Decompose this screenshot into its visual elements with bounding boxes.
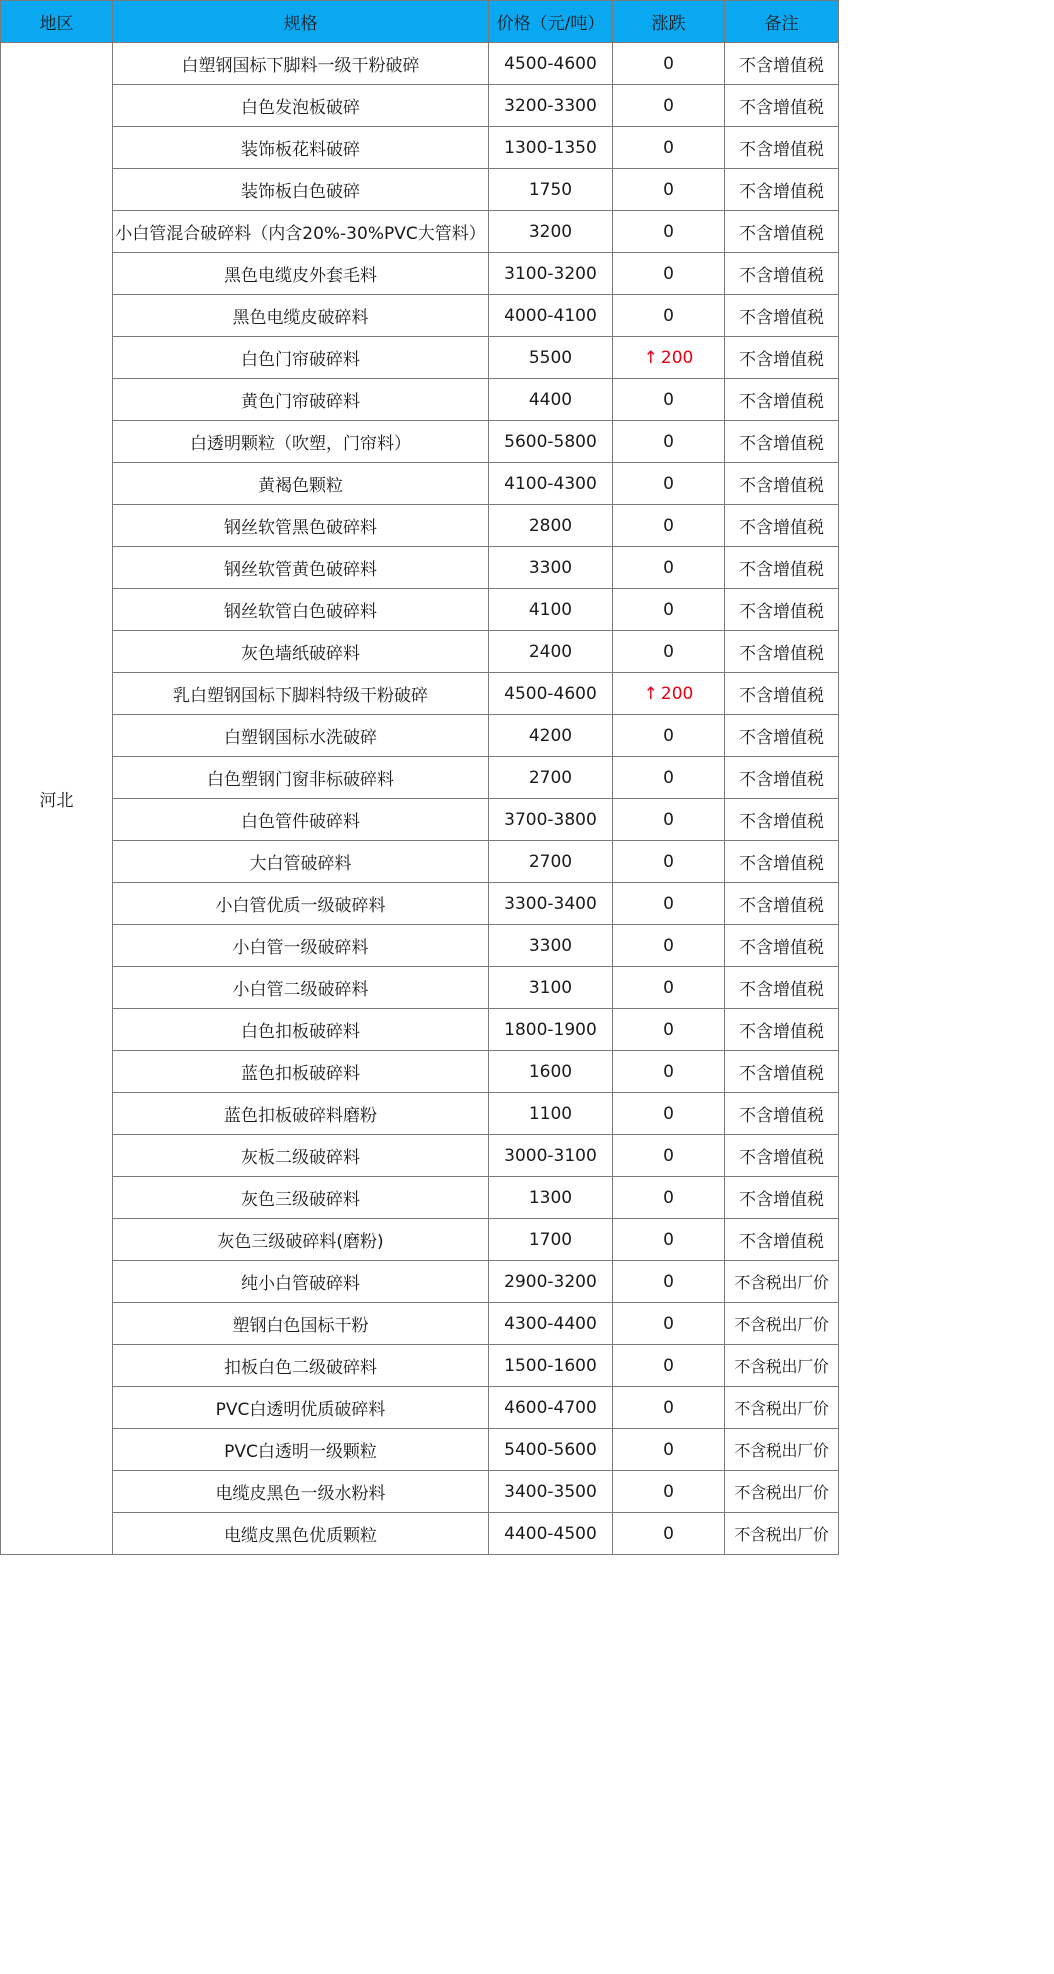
price-cell: 2800 (489, 505, 613, 547)
table-row (1, 43, 839, 85)
note-cell: 不含增值税 (725, 43, 839, 85)
table-row (1, 1135, 839, 1177)
change-cell: 0 (613, 505, 725, 547)
change-value: 200 (660, 347, 694, 368)
note-cell: 不含税出厂价 (725, 1303, 839, 1345)
change-cell: 0 (613, 85, 725, 127)
note-cell: 不含增值税 (725, 841, 839, 883)
table-row (1, 463, 839, 505)
table-row (1, 169, 839, 211)
price-cell: 3100 (489, 967, 613, 1009)
note-cell: 不含增值税 (725, 169, 839, 211)
price-cell: 1750 (489, 169, 613, 211)
price-cell: 3300-3400 (489, 883, 613, 925)
table-row (1, 211, 839, 253)
price-cell: 1300 (489, 1177, 613, 1219)
change-cell: 0 (613, 967, 725, 1009)
table-row (1, 127, 839, 169)
change-cell: 0 (613, 127, 725, 169)
spec-cell: 电缆皮黑色一级水粉料 (113, 1471, 489, 1513)
note-cell: 不含增值税 (725, 673, 839, 715)
header-note: 备注 (725, 1, 839, 43)
spec-cell: 黄褐色颗粒 (113, 463, 489, 505)
table-row (1, 85, 839, 127)
header-price: 价格（元/吨） (489, 1, 613, 43)
note-cell: 不含增值税 (725, 253, 839, 295)
spec-cell: 纯小白管破碎料 (113, 1261, 489, 1303)
table-row (1, 295, 839, 337)
price-cell: 2400 (489, 631, 613, 673)
price-cell: 4500-4600 (489, 43, 613, 85)
spec-cell: 白塑钢国标下脚料一级干粉破碎 (113, 43, 489, 85)
price-cell: 4400 (489, 379, 613, 421)
table-row (1, 505, 839, 547)
change-cell: 0 (613, 211, 725, 253)
change-cell: 0 (613, 1219, 725, 1261)
change-cell: 0 (613, 1261, 725, 1303)
note-cell: 不含增值税 (725, 421, 839, 463)
change-value: 200 (660, 683, 694, 704)
table-row (1, 1387, 839, 1429)
price-cell: 4600-4700 (489, 1387, 613, 1429)
table-row (1, 631, 839, 673)
table-row (1, 841, 839, 883)
price-cell: 1700 (489, 1219, 613, 1261)
price-cell: 4400-4500 (489, 1513, 613, 1555)
note-cell: 不含增值税 (725, 127, 839, 169)
price-cell: 1300-1350 (489, 127, 613, 169)
price-cell: 3000-3100 (489, 1135, 613, 1177)
table-row (1, 1009, 839, 1051)
note-cell: 不含增值税 (725, 925, 839, 967)
price-cell: 2900-3200 (489, 1261, 613, 1303)
header-row (1, 1, 839, 43)
change-cell: 0 (613, 799, 725, 841)
note-cell: 不含增值税 (725, 715, 839, 757)
change-cell: 0 (613, 169, 725, 211)
change-cell: 0 (613, 1429, 725, 1471)
change-cell: 0 (613, 547, 725, 589)
spec-cell: 扣板白色二级破碎料 (113, 1345, 489, 1387)
spec-cell: 黄色门帘破碎料 (113, 379, 489, 421)
change-cell: 0 (613, 1135, 725, 1177)
change-cell: 0 (613, 1513, 725, 1555)
table-row (1, 379, 839, 421)
spec-cell: 灰色三级破碎料 (113, 1177, 489, 1219)
table-row (1, 1303, 839, 1345)
table-row (1, 1051, 839, 1093)
note-cell: 不含增值税 (725, 379, 839, 421)
change-cell: 0 (613, 421, 725, 463)
price-cell: 3200-3300 (489, 85, 613, 127)
change-cell: 0 (613, 1303, 725, 1345)
note-cell: 不含增值税 (725, 1219, 839, 1261)
price-cell: 1600 (489, 1051, 613, 1093)
table-row (1, 253, 839, 295)
spec-cell: PVC白透明一级颗粒 (113, 1429, 489, 1471)
table-row (1, 337, 839, 379)
change-cell: 0 (613, 715, 725, 757)
table-row (1, 1261, 839, 1303)
change-cell (613, 337, 725, 379)
spec-cell: 白色塑钢门窗非标破碎料 (113, 757, 489, 799)
price-cell: 3700-3800 (489, 799, 613, 841)
change-cell: 0 (613, 589, 725, 631)
table-row (1, 757, 839, 799)
spec-cell: 蓝色扣板破碎料磨粉 (113, 1093, 489, 1135)
table-row (1, 1345, 839, 1387)
spec-cell: 大白管破碎料 (113, 841, 489, 883)
spec-cell: 白透明颗粒（吹塑，门帘料） (113, 421, 489, 463)
spec-cell: 黑色电缆皮外套毛料 (113, 253, 489, 295)
spec-cell: 钢丝软管黑色破碎料 (113, 505, 489, 547)
table-row (1, 883, 839, 925)
note-cell: 不含增值税 (725, 883, 839, 925)
price-cell: 3300 (489, 925, 613, 967)
note-cell: 不含增值税 (725, 85, 839, 127)
price-cell: 3400-3500 (489, 1471, 613, 1513)
up-arrow-icon: ↑ (643, 683, 658, 704)
change-cell: 0 (613, 631, 725, 673)
note-cell: 不含增值税 (725, 211, 839, 253)
spec-cell: 塑钢白色国标干粉 (113, 1303, 489, 1345)
price-cell: 5400-5600 (489, 1429, 613, 1471)
change-cell: 0 (613, 757, 725, 799)
spec-cell: 钢丝软管白色破碎料 (113, 589, 489, 631)
header-region: 地区 (1, 1, 113, 43)
note-cell: 不含增值税 (725, 337, 839, 379)
price-cell: 1800-1900 (489, 1009, 613, 1051)
spec-cell: 白塑钢国标水洗破碎 (113, 715, 489, 757)
price-cell: 4300-4400 (489, 1303, 613, 1345)
note-cell: 不含税出厂价 (725, 1471, 839, 1513)
spec-cell: 白色扣板破碎料 (113, 1009, 489, 1051)
note-cell: 不含税出厂价 (725, 1345, 839, 1387)
table-row (1, 547, 839, 589)
price-cell: 1100 (489, 1093, 613, 1135)
header-change: 涨跌 (613, 1, 725, 43)
table-row (1, 799, 839, 841)
note-cell: 不含税出厂价 (725, 1387, 839, 1429)
change-cell: 0 (613, 253, 725, 295)
table-row (1, 925, 839, 967)
note-cell: 不含增值税 (725, 967, 839, 1009)
spec-cell: 灰色墙纸破碎料 (113, 631, 489, 673)
spec-cell: 灰色三级破碎料(磨粉) (113, 1219, 489, 1261)
change-cell: 0 (613, 295, 725, 337)
note-cell: 不含增值税 (725, 799, 839, 841)
price-cell: 4500-4600 (489, 673, 613, 715)
table-row (1, 421, 839, 463)
note-cell: 不含增值税 (725, 463, 839, 505)
note-cell: 不含增值税 (725, 631, 839, 673)
change-cell: 0 (613, 841, 725, 883)
spec-cell: 小白管优质一级破碎料 (113, 883, 489, 925)
table-header (1, 1, 839, 43)
table-row (1, 1219, 839, 1261)
price-cell: 2700 (489, 841, 613, 883)
table-row (1, 673, 839, 715)
table-row (1, 715, 839, 757)
region-cell: 河北 (1, 43, 113, 1555)
table-row (1, 1513, 839, 1555)
price-cell: 4100 (489, 589, 613, 631)
note-cell: 不含增值税 (725, 1093, 839, 1135)
spec-cell: 小白管一级破碎料 (113, 925, 489, 967)
spec-cell: 小白管二级破碎料 (113, 967, 489, 1009)
spec-cell: 白色门帘破碎料 (113, 337, 489, 379)
table-row (1, 589, 839, 631)
table-row (1, 1471, 839, 1513)
price-cell: 4100-4300 (489, 463, 613, 505)
spec-cell: 黑色电缆皮破碎料 (113, 295, 489, 337)
note-cell: 不含增值税 (725, 1177, 839, 1219)
table-row (1, 1093, 839, 1135)
spec-cell: 装饰板花料破碎 (113, 127, 489, 169)
table-row (1, 1177, 839, 1219)
spec-cell: 电缆皮黑色优质颗粒 (113, 1513, 489, 1555)
change-cell: 0 (613, 925, 725, 967)
price-cell: 5600-5800 (489, 421, 613, 463)
price-cell: 3300 (489, 547, 613, 589)
note-cell: 不含增值税 (725, 1009, 839, 1051)
spec-cell: 小白管混合破碎料（内含20%-30%PVC大管料） (113, 211, 489, 253)
change-cell: 0 (613, 1471, 725, 1513)
change-cell: 0 (613, 883, 725, 925)
spec-cell: PVC白透明优质破碎料 (113, 1387, 489, 1429)
up-arrow-icon: ↑ (643, 347, 658, 368)
change-cell: 0 (613, 463, 725, 505)
note-cell: 不含税出厂价 (725, 1261, 839, 1303)
price-cell: 5500 (489, 337, 613, 379)
spec-cell: 白色管件破碎料 (113, 799, 489, 841)
change-cell (613, 673, 725, 715)
change-cell: 0 (613, 43, 725, 85)
spec-cell: 灰板二级破碎料 (113, 1135, 489, 1177)
note-cell: 不含增值税 (725, 505, 839, 547)
spec-cell: 蓝色扣板破碎料 (113, 1051, 489, 1093)
header-spec: 规格 (113, 1, 489, 43)
change-cell: 0 (613, 379, 725, 421)
spec-cell: 钢丝软管黄色破碎料 (113, 547, 489, 589)
price-cell: 4000-4100 (489, 295, 613, 337)
note-cell: 不含增值税 (725, 589, 839, 631)
table-row (1, 1429, 839, 1471)
table-body (1, 43, 839, 1555)
price-cell: 3200 (489, 211, 613, 253)
change-cell: 0 (613, 1387, 725, 1429)
price-cell: 1500-1600 (489, 1345, 613, 1387)
price-cell: 2700 (489, 757, 613, 799)
price-cell: 4200 (489, 715, 613, 757)
note-cell: 不含增值税 (725, 1051, 839, 1093)
price-cell: 3100-3200 (489, 253, 613, 295)
note-cell: 不含增值税 (725, 1135, 839, 1177)
change-cell: 0 (613, 1051, 725, 1093)
change-cell: 0 (613, 1345, 725, 1387)
note-cell: 不含税出厂价 (725, 1513, 839, 1555)
spec-cell: 乳白塑钢国标下脚料特级干粉破碎 (113, 673, 489, 715)
spec-cell: 白色发泡板破碎 (113, 85, 489, 127)
change-cell: 0 (613, 1093, 725, 1135)
note-cell: 不含增值税 (725, 547, 839, 589)
change-cell: 0 (613, 1009, 725, 1051)
note-cell: 不含增值税 (725, 757, 839, 799)
table-row (1, 967, 839, 1009)
spec-cell: 装饰板白色破碎 (113, 169, 489, 211)
note-cell: 不含税出厂价 (725, 1429, 839, 1471)
change-cell: 0 (613, 1177, 725, 1219)
note-cell: 不含增值税 (725, 295, 839, 337)
